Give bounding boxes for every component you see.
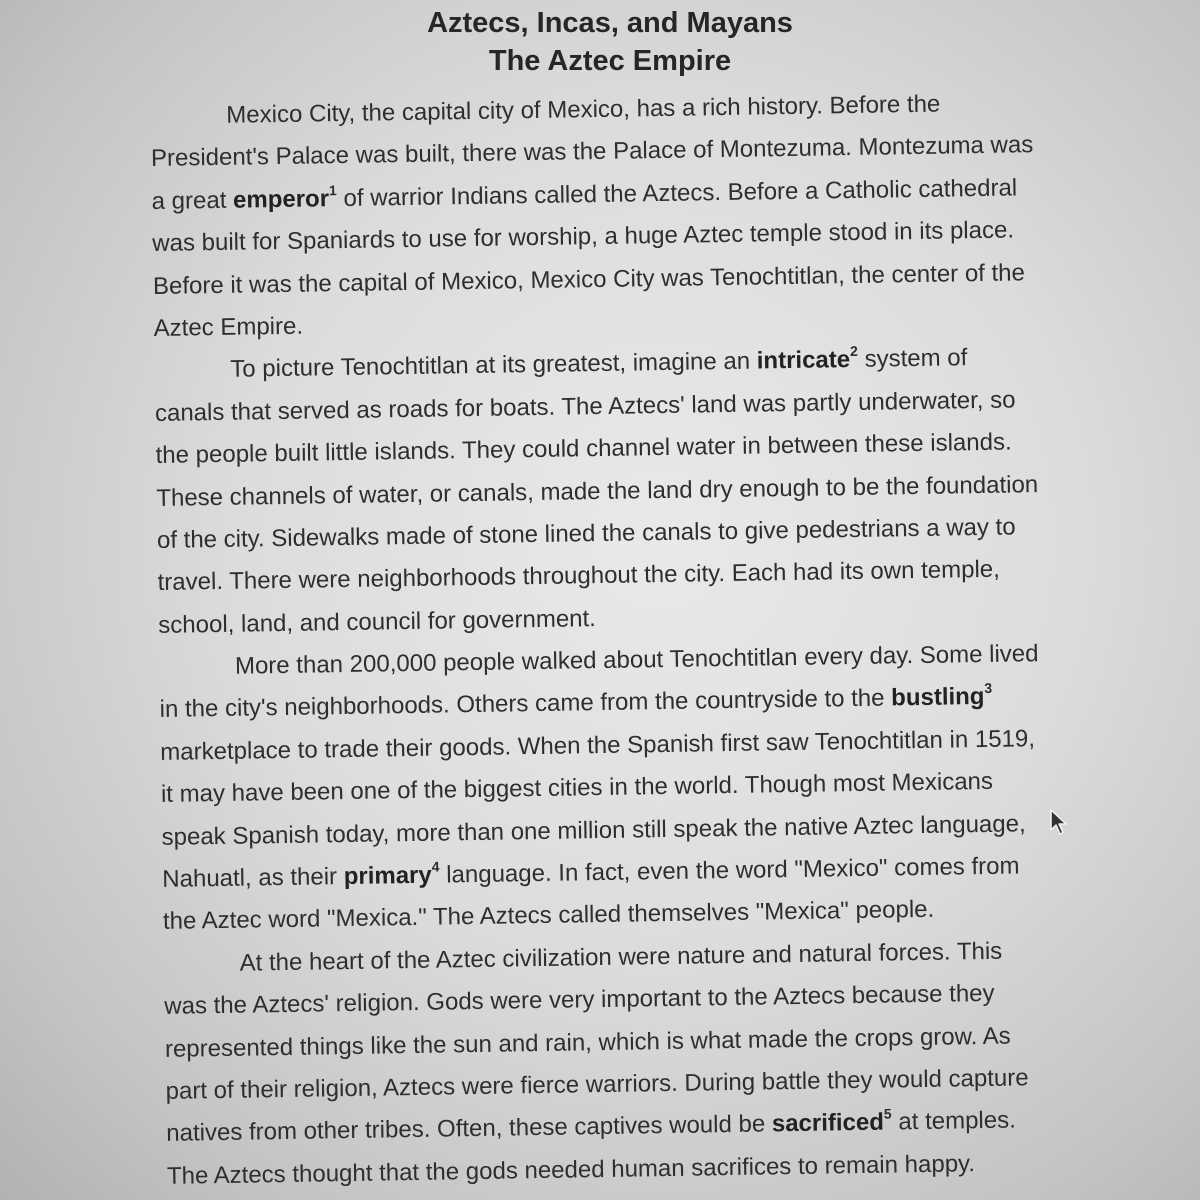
text-segment: a great [151, 186, 234, 215]
document-body [150, 81, 1102, 1198]
vocabulary-word: emperor [232, 184, 330, 214]
text-segment: at temples. [891, 1106, 1016, 1136]
document-subtitle: The Aztec Empire [488, 45, 732, 77]
paragraph [163, 929, 1102, 1198]
text-segment: it may have been one of the biggest cities in the world. Though most Mexicans [160, 768, 994, 809]
text-segment: Nahuatl, as their [162, 863, 344, 893]
footnote-marker: 3 [984, 680, 993, 697]
text-segment: natives from other tribes. Often, these captives would be [166, 1110, 773, 1148]
text-segment: To picture Tenochtitlan at its greatest, imagine an [230, 347, 757, 384]
text-segment: Before it was the capital of Mexico, Mexico City was Tenochtitlan, the center of the [152, 258, 1026, 300]
title-block [0, 4, 1200, 80]
vocabulary-word: primary [343, 861, 432, 891]
text-segment: speak Spanish today, more than one million still speak the native Aztec language, [161, 809, 1026, 851]
paragraph [150, 81, 1089, 350]
text-segment: the people built little islands. They could channel water in between these islands. [155, 428, 1012, 470]
paragraph [154, 336, 1094, 647]
vocabulary-word: intricate [756, 346, 851, 375]
vocabulary-word: bustling [890, 683, 985, 712]
paragraph [159, 632, 1099, 943]
footnote-marker: 1 [328, 181, 337, 198]
text-segment: part of their religion, Aztecs were fierce warriors. During battle they would capture [165, 1064, 1029, 1105]
document-title: Aztecs, Incas, and Mayans [427, 7, 793, 39]
text-segment: was the Aztecs' religion. Gods were very important to the Aztecs because they [164, 980, 995, 1021]
vocabulary-word: sacrificed [771, 1108, 885, 1138]
text-segment: was built for Spaniards to use for worship, a huge Aztec temple stood in its place. [152, 216, 1015, 258]
text-segment: More than 200,000 people walked about Tenochtitlan every day. Some lived [234, 640, 1039, 680]
text-segment: of the city. Sidewalks made of stone lined the canals to give pedestrians a way to [156, 513, 1016, 554]
footnote-marker: 2 [849, 343, 858, 360]
text-segment: Mexico City, the capital city of Mexico, has a rich history. Before the [226, 90, 941, 129]
text-segment: These channels of water, or canals, made the land dry enough to be the foundation [156, 470, 1039, 512]
footnote-marker: 4 [431, 858, 440, 875]
text-segment: canals that served as roads for boats. The Aztecs' land was partly underwater, so [154, 386, 1016, 427]
text-segment: in the city's neighborhoods. Others came from the countryside to the [159, 684, 892, 724]
text-segment: travel. There were neighborhoods throughout the city. Each had its own temple, [157, 556, 1001, 597]
text-segment: language. In fact, even the word "Mexico" comes from [439, 852, 1020, 889]
text-segment: represented things like the sun and rain, which is what made the crops grow. As [164, 1022, 1011, 1063]
footnote-marker: 5 [883, 1105, 892, 1122]
text-segment: school, land, and council for government. [158, 604, 597, 639]
text-segment: President's Palace was built, there was the Palace of Montezuma. Montezuma was [150, 131, 1034, 173]
text-segment: the Aztec word "Mexica." The Aztecs called themselves "Mexica" people. [162, 896, 935, 936]
text-segment: Aztec Empire. [153, 312, 304, 342]
text-segment: system of [857, 344, 968, 374]
text-segment: At the heart of the Aztec civilization were nature and natural forces. This [239, 937, 1003, 977]
text-segment: marketplace to trade their goods. When the Spanish first saw Tenochtitlan in 1519, [160, 725, 1036, 766]
text-segment: of warrior Indians called the Aztecs. Before a Catholic cathedral [336, 174, 1018, 212]
mouse-pointer-icon [1049, 808, 1071, 836]
text-segment: The Aztecs thought that the gods needed human sacrifices to remain happy. [166, 1149, 976, 1190]
